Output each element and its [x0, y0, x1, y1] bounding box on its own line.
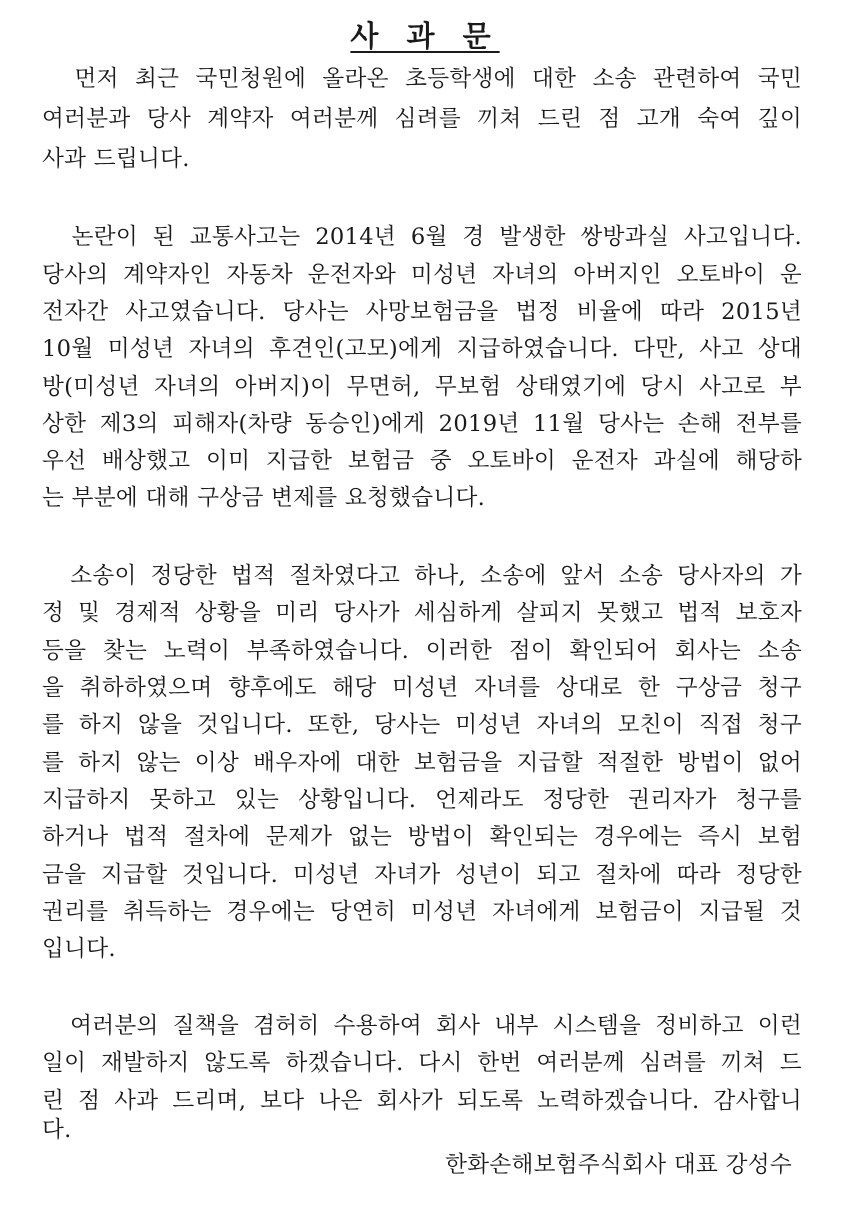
paragraph-2-line-5: 방(미성년 자녀의 아버지)이 무면허, 무보험 상태였기에 당시 사고로 부	[42, 374, 802, 400]
paragraph-3-line-8: 하거나 법적 절차에 문제가 없는 방법이 확인되는 경우에는 즉시 보험	[42, 824, 802, 850]
paragraph-3-line-6: 를 하지 않는 이상 배우자에 대한 보험금을 지급할 적절한 방법이 없어	[42, 750, 802, 776]
paragraph-4-line-4: 다.	[42, 1117, 72, 1143]
paragraph-2-line-2: 당사의 계약자인 자동차 운전자와 미성년 자녀의 아버지인 오토바이 운	[42, 262, 802, 288]
paragraph-2-line-7: 우선 배상했고 이미 지급한 보험금 중 오토바이 운전자 과실에 해당하	[42, 448, 802, 474]
paragraph-4-line-3: 린 점 사과 드리며, 보다 나은 회사가 되도록 노력하겠습니다. 감사합니	[42, 1088, 802, 1114]
paragraph-3-line-3: 등을 찾는 노력이 부족하였습니다. 이러한 점이 확인되어 회사는 소송	[42, 638, 802, 664]
paragraph-3-line-2: 정 및 경제적 상황을 미리 당사가 세심하게 살피지 못했고 법적 보호자	[42, 600, 802, 626]
paragraph-4-line-1: 여러분의 질책을 겸허히 수용하여 회사 내부 시스템을 정비하고 이런	[42, 1013, 802, 1039]
signature: 한화손해보험주식회사 대표 강성수	[445, 1152, 792, 1178]
paragraph-1-line-2: 여러분과 당사 계약자 여러분께 심려를 끼쳐 드린 점 고개 숙여 깊이	[42, 106, 802, 132]
paragraph-2-line-8: 는 부분에 대해 구상금 변제를 요청했습니다.	[42, 485, 486, 511]
paragraph-2-line-3: 전자간 사고였습니다. 당사는 사망보험금을 법정 비율에 따라 2015년	[42, 299, 802, 325]
paragraph-3-line-1: 소송이 정당한 법적 절차였다고 하나, 소송에 앞서 소송 당사자의 가	[42, 563, 802, 589]
paragraph-1-line-1: 먼저 최근 국민청원에 올라온 초등학생에 대한 소송 관련하여 국민	[42, 66, 802, 92]
paragraph-3-line-9: 금을 지급할 것입니다. 미성년 자녀가 성년이 되고 절차에 따라 정당한	[42, 862, 802, 888]
paragraph-4-line-2: 일이 재발하지 않도록 하겠습니다. 다시 한번 여러분께 심려를 끼쳐 드	[42, 1050, 802, 1076]
title-text: 사 과 문	[350, 19, 500, 53]
paragraph-1-line-3: 사과 드립니다.	[42, 146, 190, 172]
paragraph-3-line-7: 지급하지 못하고 있는 상황입니다. 언제라도 정당한 권리자가 청구를	[42, 787, 802, 813]
paragraph-3-line-11: 입니다.	[42, 936, 116, 962]
document-title	[0, 14, 850, 55]
paragraph-3-line-5: 를 하지 않을 것입니다. 또한, 당사는 미성년 자녀의 모친이 직접 청구	[42, 712, 803, 738]
paragraph-3-line-4: 을 취하하였으며 향후에도 해당 미성년 자녀를 상대로 한 구상금 청구	[42, 675, 802, 701]
paragraph-2-line-1: 논란이 된 교통사고는 2014년 6월 경 발생한 쌍방과실 사고입니다.	[42, 224, 802, 250]
paragraph-2-line-4: 10월 미성년 자녀의 후견인(고모)에게 지급하였습니다. 다만, 사고 상대	[42, 336, 802, 362]
paragraph-3-line-10: 권리를 취득하는 경우에는 당연히 미성년 자녀에게 보험금이 지급될 것	[42, 899, 802, 925]
paragraph-2-line-6: 상한 제3의 피해자(차량 동승인)에게 2019년 11월 당사는 손해 전부를	[42, 411, 802, 437]
